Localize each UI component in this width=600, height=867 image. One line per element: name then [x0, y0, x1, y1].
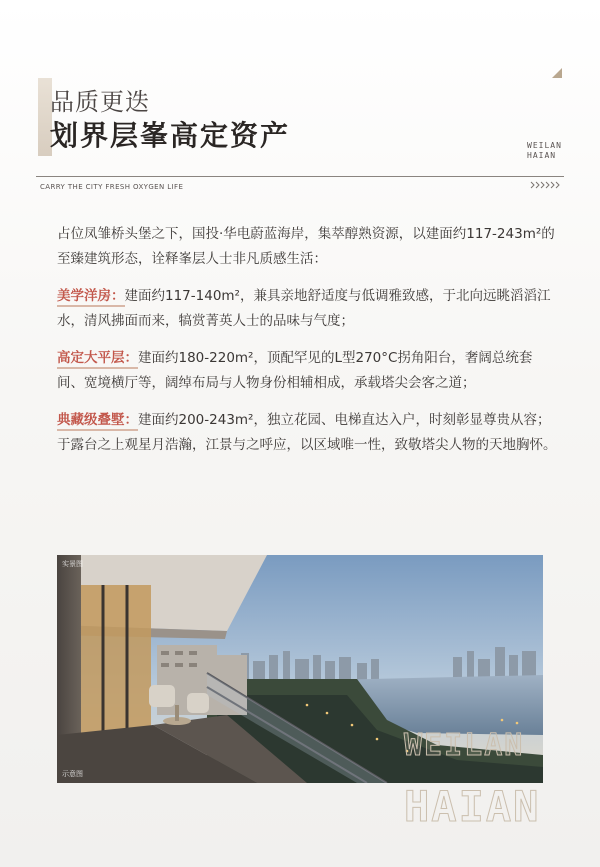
divider-caption: CARRY THE CITY FRESH OXYGEN LIFE [40, 183, 184, 191]
header-divider [36, 176, 564, 177]
section-kicker: 品质更迭 [50, 88, 150, 116]
feature-text: 建面约117-140m²，兼具亲地舒适度与低调雅致感，于北向远眺滔滔江水，清风拂面而来，犒赏菁英人士的品味与气度； [57, 288, 551, 329]
feature-item-villa [57, 284, 557, 334]
section-headline: 划界层峯高定资产 [50, 119, 291, 152]
corner-triangle-icon [552, 68, 562, 78]
feature-text: 建面约180-220m²，顶配罕见的L型270°C拐角阳台，奢阔总统套间、宽境横厅等，阔绰布局与人物身份相辅相成，承载塔尖会客之道； [57, 350, 533, 391]
feature-item-townhouse [57, 408, 557, 458]
article-body [57, 222, 557, 470]
watermark-line2: HAIAN [404, 782, 541, 831]
brand-mark [527, 141, 567, 161]
brand-mark-line2: HAIAN [527, 151, 557, 160]
feature-text: 建面约200-243m²，独立花园、电梯直达入户，时刻彰显尊贵从容；于露台之上观星月浩瀚，江景与之呼应，以区域唯一性，致敬塔尖人物的天地胸怀。 [57, 412, 557, 453]
feature-item-flat [57, 346, 557, 396]
photo-tag-illustration: 示意图 [62, 770, 83, 778]
brand-mark-line1: WEILAN [527, 141, 562, 150]
watermark-line1: WEILAN [404, 728, 525, 763]
feature-term: 美学洋房： [57, 288, 125, 307]
chevrons-icon [530, 180, 564, 190]
intro-paragraph: 占位凤雏桥头堡之下，国投·华电蔚蓝海岸，集萃醇熟资源，以建面约117-243m²的至臻建筑形态，诠释峯层人士非凡质感生活： [57, 226, 555, 267]
feature-term: 高定大平层： [57, 350, 138, 369]
feature-term: 典藏级叠墅： [57, 412, 138, 431]
photo-tag-real: 实景图 [62, 560, 83, 568]
